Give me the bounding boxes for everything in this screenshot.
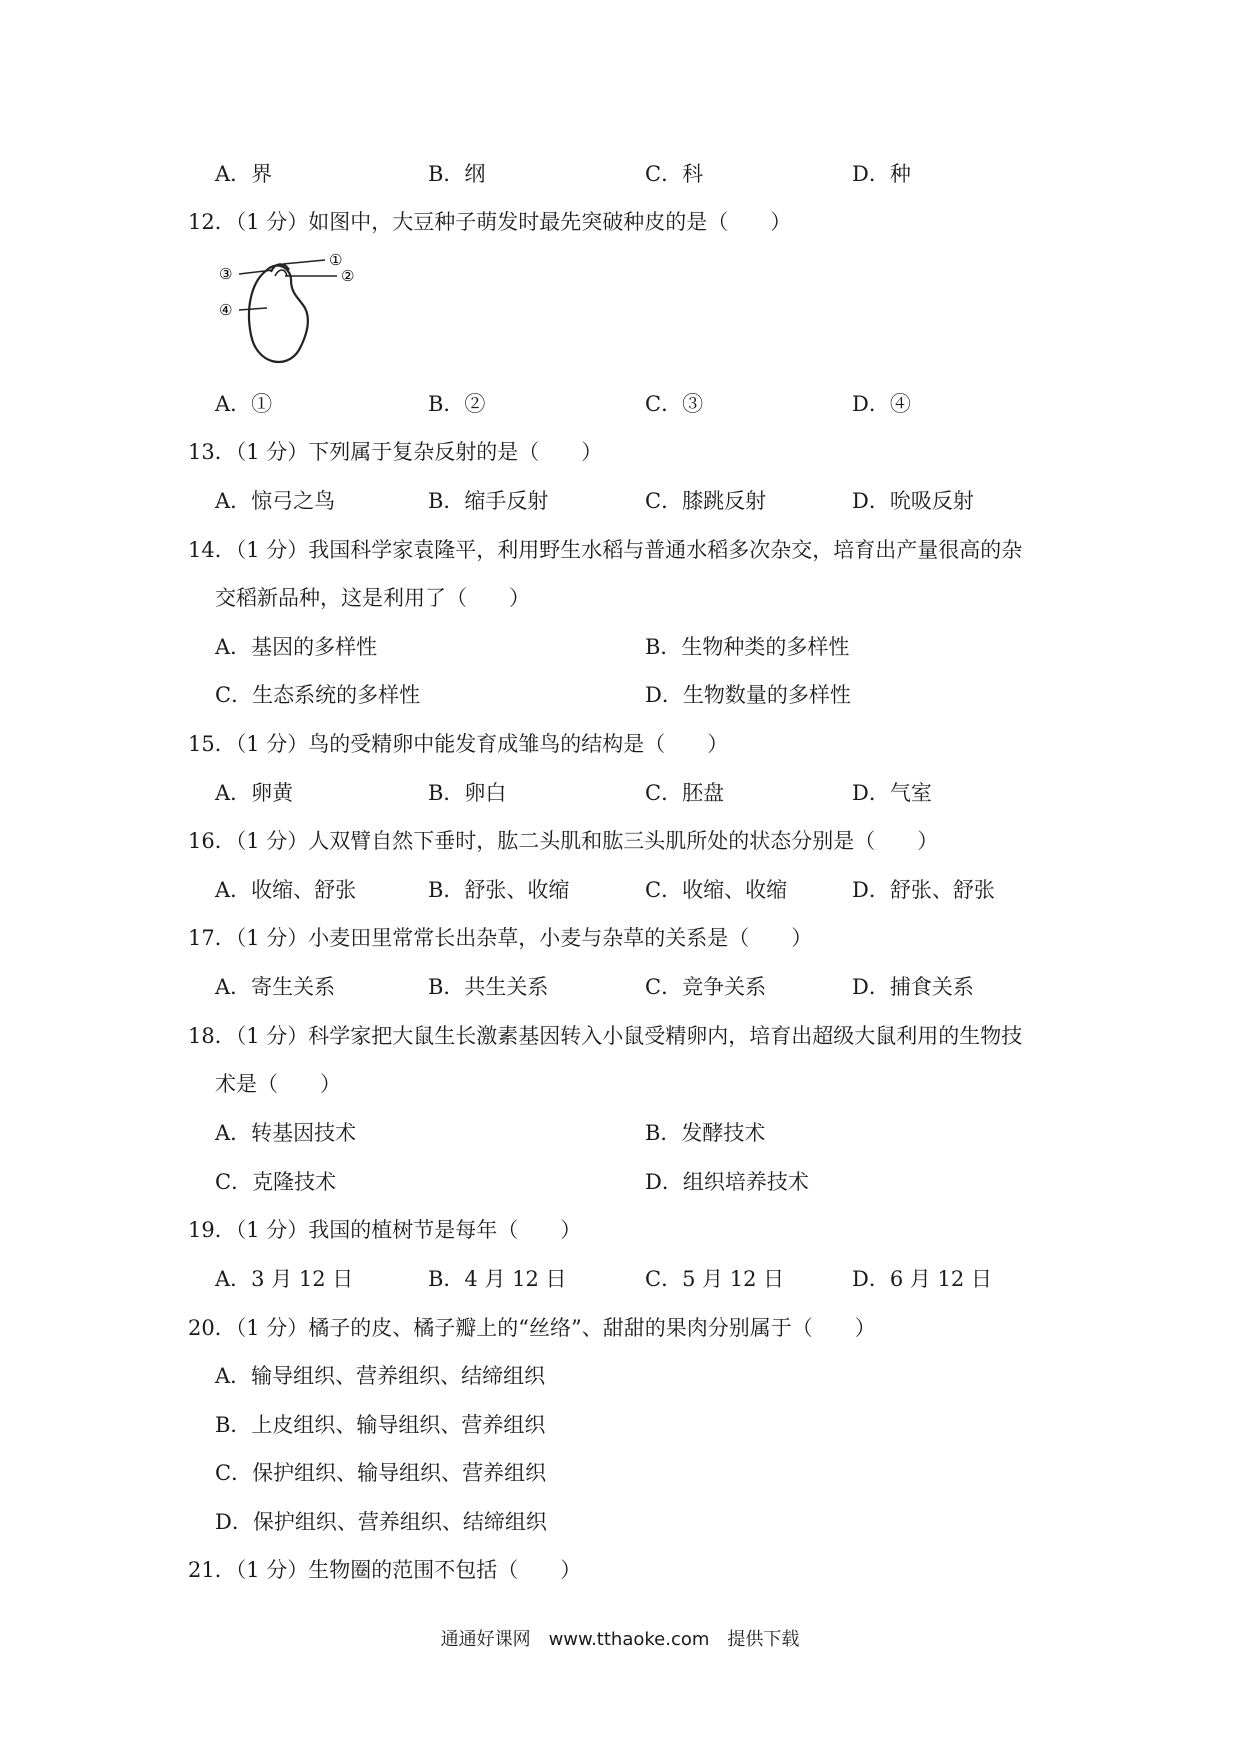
q14-stem-line1: 14．（1 分）我国科学家袁隆平，利用野生水稻与普通水稻多次杂交，培育出产量很高的杂	[188, 538, 1023, 562]
seed-diagram	[215, 250, 375, 375]
q19-option-b: B．4 月 12 日	[428, 1267, 567, 1291]
q18-option-d: D．组织培养技术	[645, 1170, 809, 1194]
q12-stem: 12．（1 分）如图中，大豆种子萌发时最先突破种皮的是（ ）	[188, 210, 792, 234]
q18-option-a: A．转基因技术	[215, 1121, 357, 1145]
q12-option-d: D．④	[852, 392, 911, 416]
q11-option-c: C．科	[645, 162, 704, 186]
q13-option-c: C．膝跳反射	[645, 489, 767, 513]
q11-option-a: A．界	[215, 162, 273, 186]
q14-option-b: B．生物种类的多样性	[645, 635, 850, 659]
q17-option-d: D．捕食关系	[852, 975, 974, 999]
q17-option-a: A．寄生关系	[215, 975, 336, 999]
q20-option-a: A．输导组织、营养组织、结缔组织	[215, 1364, 546, 1388]
pointer-line-3	[239, 270, 273, 274]
q12-option-b: B．②	[428, 392, 486, 416]
pointer-line-4	[239, 308, 267, 310]
q20-option-b: B．上皮组织、输导组织、营养组织	[215, 1413, 546, 1437]
q14-option-d: D．生物数量的多样性	[645, 683, 851, 707]
q12-option-c: C．③	[645, 392, 704, 416]
figure-label-1: ①	[329, 251, 343, 269]
q16-stem: 16．（1 分）人双臂自然下垂时，肱二头肌和肱三头肌所处的状态分别是（ ）	[188, 829, 939, 853]
q16-option-b: B．舒张、收缩	[428, 878, 570, 902]
pointer-line-1	[283, 260, 325, 264]
q13-option-b: B．缩手反射	[428, 489, 549, 513]
q18-stem-line2: 术是（ ）	[215, 1072, 341, 1096]
seed-outline	[249, 265, 308, 362]
page-footer: 通通好课网 www.tthaoke.com 提供下载	[440, 1629, 800, 1650]
figure-label-3: ③	[219, 265, 233, 283]
soybean-seed-figure	[215, 250, 375, 375]
q14-stem-line2: 交稻新品种，这是利用了（ ）	[215, 586, 530, 610]
figure-label-4: ④	[219, 301, 233, 319]
q15-option-a: A．卵黄	[215, 781, 294, 805]
q19-option-d: D．6 月 12 日	[852, 1267, 992, 1291]
q18-stem-line1: 18．（1 分）科学家把大鼠生长激素基因转入小鼠受精卵内，培育出超级大鼠利用的生物技	[188, 1024, 1023, 1048]
plumule-shape	[275, 270, 287, 276]
q20-option-d: D．保护组织、营养组织、结缔组织	[215, 1510, 547, 1534]
q17-stem: 17．（1 分）小麦田里常常长出杂草，小麦与杂草的关系是（ ）	[188, 926, 813, 950]
q11-option-d: D．种	[852, 162, 911, 186]
q21-stem: 21．（1 分）生物圈的范围不包括（ ）	[188, 1558, 582, 1582]
q16-option-d: D．舒张、舒张	[852, 878, 995, 902]
q13-stem: 13．（1 分）下列属于复杂反射的是（ ）	[188, 440, 603, 464]
q20-stem: 20．（1 分）橘子的皮、橘子瓣上的“丝络”、甜甜的果肉分别属于（ ）	[188, 1316, 876, 1340]
figure-label-2: ②	[341, 267, 355, 285]
q12-option-a: A．①	[215, 392, 273, 416]
q18-option-b: B．发酵技术	[645, 1121, 766, 1145]
q13-option-a: A．惊弓之鸟	[215, 489, 336, 513]
q19-stem: 19．（1 分）我国的植树节是每年（ ）	[188, 1218, 582, 1242]
q11-option-b: B．纲	[428, 162, 486, 186]
q14-option-c: C．生态系统的多样性	[215, 683, 421, 707]
q19-option-c: C．5 月 12 日	[645, 1267, 785, 1291]
q19-option-a: A．3 月 12 日	[215, 1267, 354, 1291]
q17-option-c: C．竞争关系	[645, 975, 767, 999]
q17-option-b: B．共生关系	[428, 975, 549, 999]
q13-option-d: D．吮吸反射	[852, 489, 974, 513]
q16-option-a: A．收缩、舒张	[215, 878, 357, 902]
q14-option-a: A．基因的多样性	[215, 635, 378, 659]
q15-stem: 15．（1 分）鸟的受精卵中能发育成雏鸟的结构是（ ）	[188, 732, 729, 756]
q16-option-c: C．收缩、收缩	[645, 878, 788, 902]
q15-option-c: C．胚盘	[645, 781, 725, 805]
q20-option-c: C．保护组织、输导组织、营养组织	[215, 1461, 547, 1485]
q15-option-d: D．气室	[852, 781, 932, 805]
q15-option-b: B．卵白	[428, 781, 507, 805]
q18-option-c: C．克隆技术	[215, 1170, 337, 1194]
